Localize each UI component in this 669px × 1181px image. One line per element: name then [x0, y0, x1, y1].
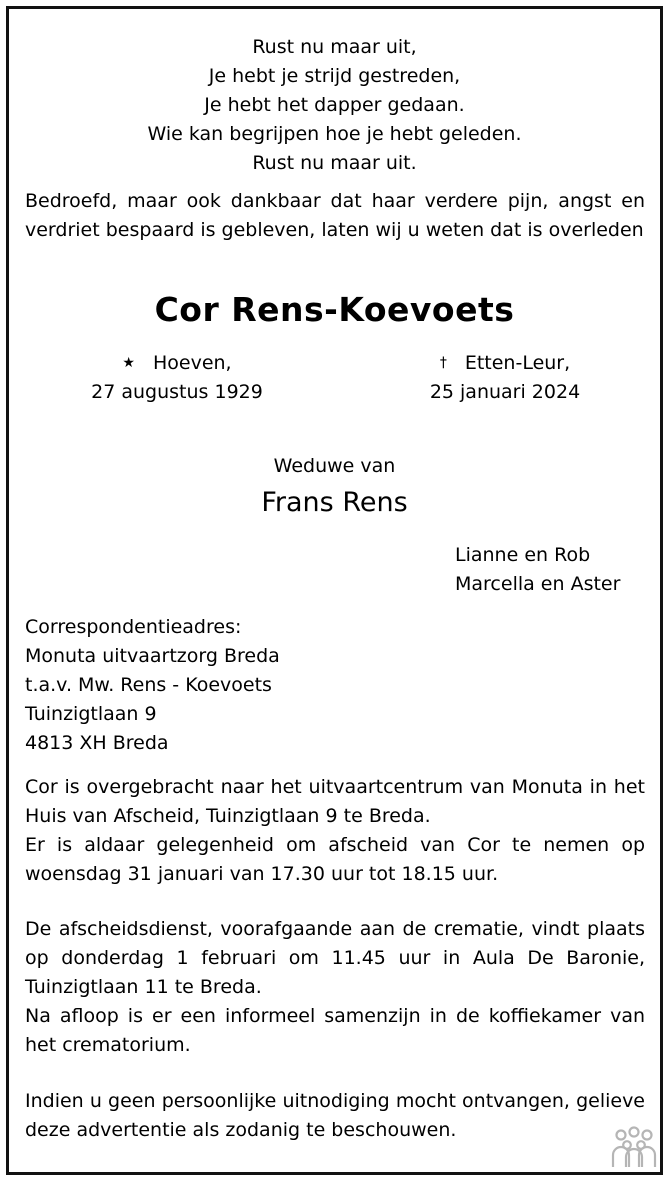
cross-icon: †: [439, 355, 447, 371]
people-logo-icon: [609, 1125, 659, 1169]
intro-text: Bedroefd, maar ook dankbaar dat haar verdere pijn, angst en verdriet bespaard is gebleven, laten wij u weten dat is overleden: [25, 190, 645, 241]
paragraph-line: De afscheidsdienst, voorafgaande aan de crematie, vindt plaats op donderdag 1 februari om 11.45 uur in Aula De Baronie, Tuinzigtlaan 11 te Breda.: [25, 918, 645, 998]
widow-label: Weduwe van: [273, 455, 396, 477]
deceased-name: Cor Rens-Koevoets: [154, 290, 515, 329]
service-paragraph: [25, 915, 645, 1060]
obituary-card: [6, 6, 663, 1175]
paragraph-line: Na afloop is er een informeel samenzijn in de koffiekamer van het crematorium.: [25, 1005, 645, 1056]
poem-line: Je hebt je strijd gestreden,: [208, 65, 461, 87]
poem-line: Wie kan begrijpen hoe je hebt geleden.: [147, 123, 522, 145]
poem-line: Rust nu maar uit.: [252, 152, 417, 174]
address-line: Tuinzigtlaan 9: [25, 703, 157, 725]
star-icon: ★: [122, 355, 135, 371]
birth-place: Hoeven,: [152, 352, 232, 374]
address-line: 4813 XH Breda: [25, 732, 169, 754]
invitation-note: Indien u geen persoonlijke uitnodiging mocht ontvangen, gelieve deze advertentie als zodanig te beschouwen.: [25, 1090, 645, 1141]
paragraph-line: Cor is overgebracht naar het uitvaartcentrum van Monuta in het Huis van Afscheid, Tuinzigtlaan 9 te Breda.: [25, 776, 645, 827]
poem: [9, 33, 660, 178]
death-place: Etten-Leur,: [464, 352, 571, 374]
paragraph-line: Er is aldaar gelegenheid om afscheid van Cor te nemen op woensdag 31 januari van 17.30 uur tot 18.15 uur.: [25, 834, 645, 885]
death-info: [385, 349, 625, 407]
correspondence-address: [25, 613, 280, 758]
death-date: 25 januari 2024: [429, 381, 581, 403]
address-line: Monuta uitvaartzorg Breda: [25, 645, 280, 667]
family-member: Lianne en Rob: [455, 544, 591, 566]
poem-line: Rust nu maar uit,: [252, 36, 417, 58]
birth-info: [57, 349, 297, 407]
birth-date: 27 augustus 1929: [91, 381, 263, 403]
address-line: t.a.v. Mw. Rens - Koevoets: [25, 674, 272, 696]
address-line: Correspondentieadres:: [25, 616, 242, 638]
poem-line: Je hebt het dapper gedaan.: [204, 94, 465, 116]
viewing-paragraph: [25, 773, 645, 889]
family-member: Marcella en Aster: [455, 573, 621, 595]
spouse-name: Frans Rens: [261, 487, 408, 518]
family-list: [455, 541, 620, 599]
